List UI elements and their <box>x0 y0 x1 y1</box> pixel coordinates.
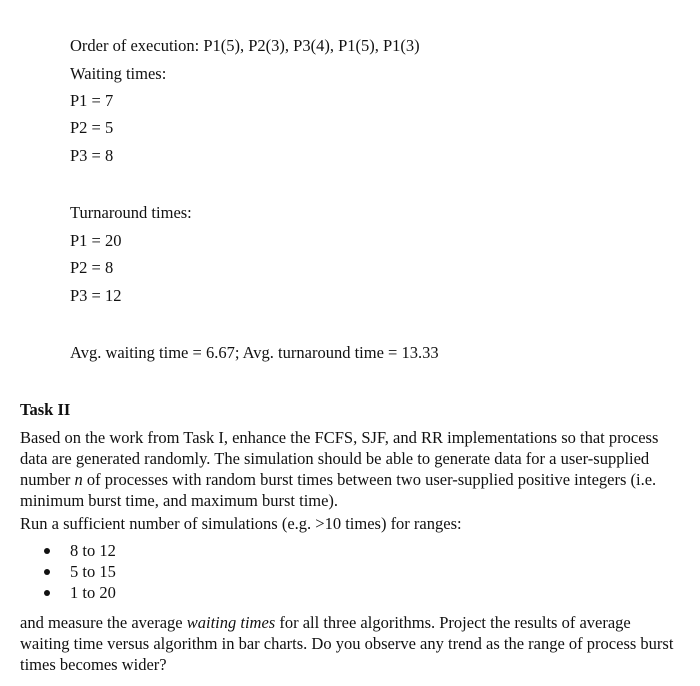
task-description <box>20 427 682 511</box>
ranges-list <box>20 540 116 603</box>
turnaround-times-heading: Turnaround times: <box>70 203 192 222</box>
turnaround-time-p1: P1 = 20 <box>70 231 122 250</box>
order-of-execution: Order of execution: P1(5), P2(3), P3(4), P1(5), P1(3) <box>70 36 420 55</box>
measure-part2: for all three algorithms. Project the results of average waiting time versus algorithm in bar charts. Do you observe any trend as the range of process burst times becomes wider? <box>20 613 674 674</box>
task-description-part1: Based on the work from Task I, enhance the FCFS, SJF, and RR implementations so that process data are generated randomly. The simulation should be able to generate data for a user-supplied number <box>20 428 659 489</box>
task-heading: Task II <box>20 400 71 419</box>
waiting-time-p2: P2 = 5 <box>70 118 114 137</box>
list-item: 1 to 20 <box>20 582 116 603</box>
variable-n: n <box>74 470 83 489</box>
list-item: 5 to 15 <box>20 561 116 582</box>
list-item: 8 to 12 <box>20 540 116 561</box>
waiting-times-emphasis: waiting times <box>186 613 276 632</box>
waiting-time-p1: P1 = 7 <box>70 91 114 110</box>
turnaround-time-p3: P3 = 12 <box>70 286 122 305</box>
waiting-time-p3: P3 = 8 <box>70 146 114 165</box>
averages-line: Avg. waiting time = 6.67; Avg. turnaround time = 13.33 <box>70 343 439 362</box>
waiting-times-heading: Waiting times: <box>70 64 167 83</box>
run-simulations-line: Run a sufficient number of simulations (e.g. >10 times) for ranges: <box>20 514 462 533</box>
measure-instructions <box>20 612 682 675</box>
measure-part1: and measure the average <box>20 613 187 632</box>
task-description-part2: of processes with random burst times between two user-supplied positive integers (i.e. minimum burst time, and maximum burst time). <box>20 470 657 510</box>
turnaround-time-p2: P2 = 8 <box>70 258 114 277</box>
